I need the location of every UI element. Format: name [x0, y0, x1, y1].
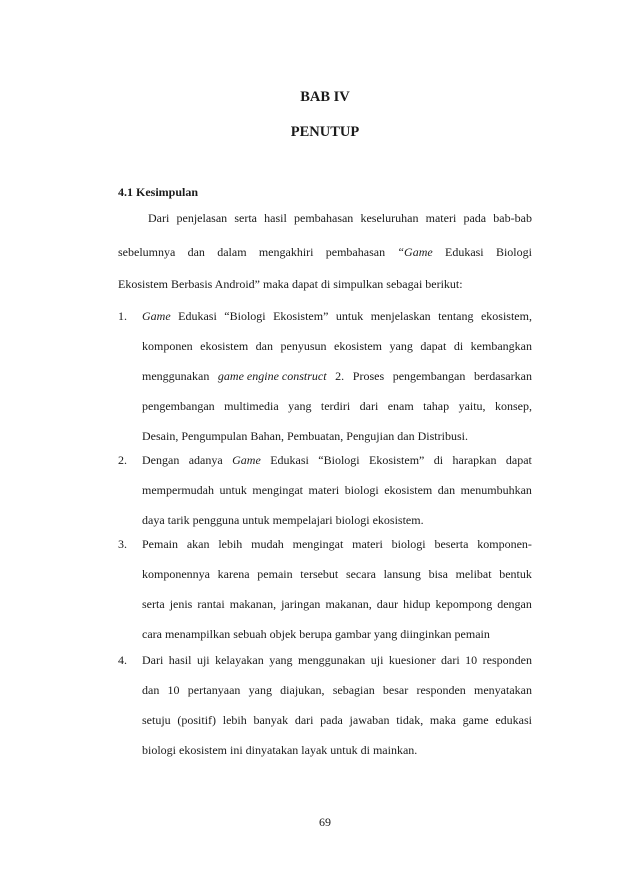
- word: materi: [425, 211, 457, 225]
- word: Edukasi: [270, 453, 309, 467]
- item-line: [142, 566, 532, 582]
- word: besar: [382, 683, 409, 697]
- word: biologi: [344, 483, 379, 497]
- word: yaitu,: [458, 399, 486, 413]
- word: banyak: [253, 713, 289, 727]
- word: ekosistem: [334, 339, 382, 353]
- word-italic: “Game: [397, 245, 433, 259]
- word: 2.: [335, 369, 345, 383]
- word: menggunakan: [297, 653, 366, 667]
- word: pada: [463, 211, 487, 225]
- word: karena: [217, 567, 250, 581]
- word: ekosistem: [200, 339, 249, 353]
- page-number: 69: [319, 815, 331, 829]
- word: ekosistem,: [480, 309, 532, 323]
- word: pemain: [257, 567, 293, 581]
- word: rantai: [197, 597, 225, 611]
- item-line: [142, 308, 532, 324]
- word: dan: [437, 483, 456, 497]
- word: 10: [167, 683, 180, 697]
- word: sebelumnya: [118, 245, 176, 259]
- word: komponen: [142, 339, 193, 353]
- word: adanya: [188, 453, 223, 467]
- list-number: 2.: [118, 453, 127, 467]
- word: uji: [370, 653, 384, 667]
- word: makanan,: [229, 597, 277, 611]
- word: responden: [482, 653, 532, 667]
- word: jenis: [169, 597, 193, 611]
- word: serta: [234, 211, 257, 225]
- word: akan: [186, 537, 210, 551]
- word: harapkan: [452, 453, 497, 467]
- word: pada: [320, 713, 343, 727]
- word: dan: [255, 339, 273, 353]
- item-line: [142, 682, 532, 698]
- word: dari: [294, 713, 314, 727]
- word: tidak,: [396, 713, 424, 727]
- word: mudah: [251, 537, 284, 551]
- word: yang: [269, 653, 293, 667]
- word: daur: [376, 597, 399, 611]
- word: dapat: [420, 339, 447, 353]
- word: yang: [248, 683, 272, 697]
- word: biologi: [391, 537, 426, 551]
- word: keseluruhan: [360, 211, 419, 225]
- word: beserta: [434, 537, 469, 551]
- word: lansung: [383, 567, 421, 581]
- word: serta: [142, 597, 165, 611]
- word: edukasi: [495, 713, 532, 727]
- word: konsep,: [494, 399, 532, 413]
- word: setuju: [142, 713, 171, 727]
- item-line: [142, 536, 532, 552]
- list-number: 4.: [118, 653, 127, 667]
- word: ekosistem: [384, 483, 433, 497]
- word: mempermudah: [142, 483, 214, 497]
- item-line: [142, 652, 532, 668]
- word: dalam: [217, 245, 247, 259]
- word: Pemain: [142, 537, 178, 551]
- word: Edukasi: [444, 245, 484, 259]
- word: secara: [345, 567, 376, 581]
- word: pengembangan: [142, 399, 215, 413]
- word: enam: [387, 399, 414, 413]
- word: berdasarkan: [473, 369, 532, 383]
- word: dari: [359, 399, 379, 413]
- word: untuk: [335, 309, 364, 323]
- word: untuk: [219, 483, 247, 497]
- word: dengan: [497, 597, 532, 611]
- word: dan: [187, 245, 205, 259]
- item-line: [142, 482, 532, 498]
- word: pengembangan: [392, 369, 466, 383]
- word: tersebut: [300, 567, 339, 581]
- word: melibat: [455, 567, 492, 581]
- word: makanan,: [325, 597, 372, 611]
- word: bentuk: [499, 567, 532, 581]
- word: mengingat: [252, 483, 304, 497]
- word: kuesioner: [388, 653, 436, 667]
- word: komponen-: [477, 537, 532, 551]
- word: uji: [196, 653, 210, 667]
- word: Dari: [142, 653, 164, 667]
- word: kembangkan: [470, 339, 532, 353]
- item-line: cara menampilkan sebuah objek berupa gambar yang diinginkan pemain: [142, 627, 490, 641]
- word: hasil: [264, 211, 287, 225]
- item-line: biologi ekosistem ini dinyatakan layak untuk di mainkan.: [142, 743, 418, 757]
- chapter-title: PENUTUP: [290, 124, 360, 140]
- word: tahap: [423, 399, 450, 413]
- item-line: [142, 368, 532, 384]
- word: yang: [288, 399, 312, 413]
- word: Biologi: [495, 245, 532, 259]
- word: hasil: [168, 653, 192, 667]
- word: Dari: [148, 211, 170, 225]
- intro-line-1: [148, 210, 532, 226]
- word: game: [462, 713, 489, 727]
- word: tentang: [438, 309, 474, 323]
- word: Edukasi: [178, 309, 217, 323]
- intro-line-2: [118, 244, 532, 260]
- word: multimedia: [224, 399, 279, 413]
- word: terdiri: [320, 399, 351, 413]
- word: Proses: [352, 369, 385, 383]
- word: kepompong: [435, 597, 493, 611]
- word-italic: Game: [142, 309, 171, 323]
- word: dan: [142, 683, 160, 697]
- word: Ekosistem”: [273, 309, 329, 323]
- item-line: [142, 712, 532, 728]
- word: Dengan: [142, 453, 180, 467]
- word: mengakhiri: [258, 245, 314, 259]
- word: responden: [416, 683, 466, 697]
- item-line: [142, 338, 532, 354]
- list-number: 3.: [118, 537, 127, 551]
- word: materi: [352, 537, 383, 551]
- word: kelayakan: [215, 653, 264, 667]
- word: penyusun: [280, 339, 327, 353]
- word: penjelasan: [176, 211, 228, 225]
- item-line: Desain, Pengumpulan Bahan, Pembuatan, Pengujian dan Distribusi.: [142, 429, 468, 443]
- word: lebih: [218, 537, 243, 551]
- word: “Biologi: [318, 453, 360, 467]
- intro-line-3: Ekosistem Berbasis Android” maka dapat di simpulkan sebagai berikut:: [118, 277, 463, 291]
- word: dapat: [505, 453, 532, 467]
- word: maka: [429, 713, 456, 727]
- item-line: daya tarik pengguna untuk mempelajari biologi ekosistem.: [142, 513, 424, 527]
- list-number: 1.: [118, 309, 127, 323]
- word: jawaban: [349, 713, 390, 727]
- word-italic: game engine construct: [217, 369, 327, 383]
- item-line: [142, 452, 532, 468]
- word: dari: [441, 653, 460, 667]
- word-italic: Game: [232, 453, 261, 467]
- word: di: [453, 339, 464, 353]
- word: menggunakan: [142, 369, 210, 383]
- section-heading: 4.1 Kesimpulan: [118, 185, 199, 199]
- chapter-label: BAB IV: [300, 89, 350, 105]
- word: hidup: [403, 597, 431, 611]
- word: di: [433, 453, 444, 467]
- word: menyatakan: [474, 683, 532, 697]
- word: Ekosistem”: [369, 453, 425, 467]
- word: komponennya: [142, 567, 210, 581]
- word: pembahasan: [294, 211, 354, 225]
- word: menumbuhkan: [460, 483, 532, 497]
- word: yang: [389, 339, 413, 353]
- word: diajukan,: [280, 683, 325, 697]
- word: lebih: [222, 713, 247, 727]
- item-line: [142, 398, 532, 414]
- word: pertanyaan: [187, 683, 241, 697]
- word: menjelaskan: [370, 309, 431, 323]
- word: “Biologi: [224, 309, 266, 323]
- item-line: [142, 596, 532, 612]
- word: mengingat: [292, 537, 344, 551]
- word: bisa: [428, 567, 448, 581]
- word: (positif): [177, 713, 217, 727]
- word: jaringan: [281, 597, 321, 611]
- word: sebagian: [332, 683, 375, 697]
- word: materi: [308, 483, 340, 497]
- word: bab-bab: [493, 211, 532, 225]
- word: 10: [465, 653, 478, 667]
- word: pembahasan: [325, 245, 386, 259]
